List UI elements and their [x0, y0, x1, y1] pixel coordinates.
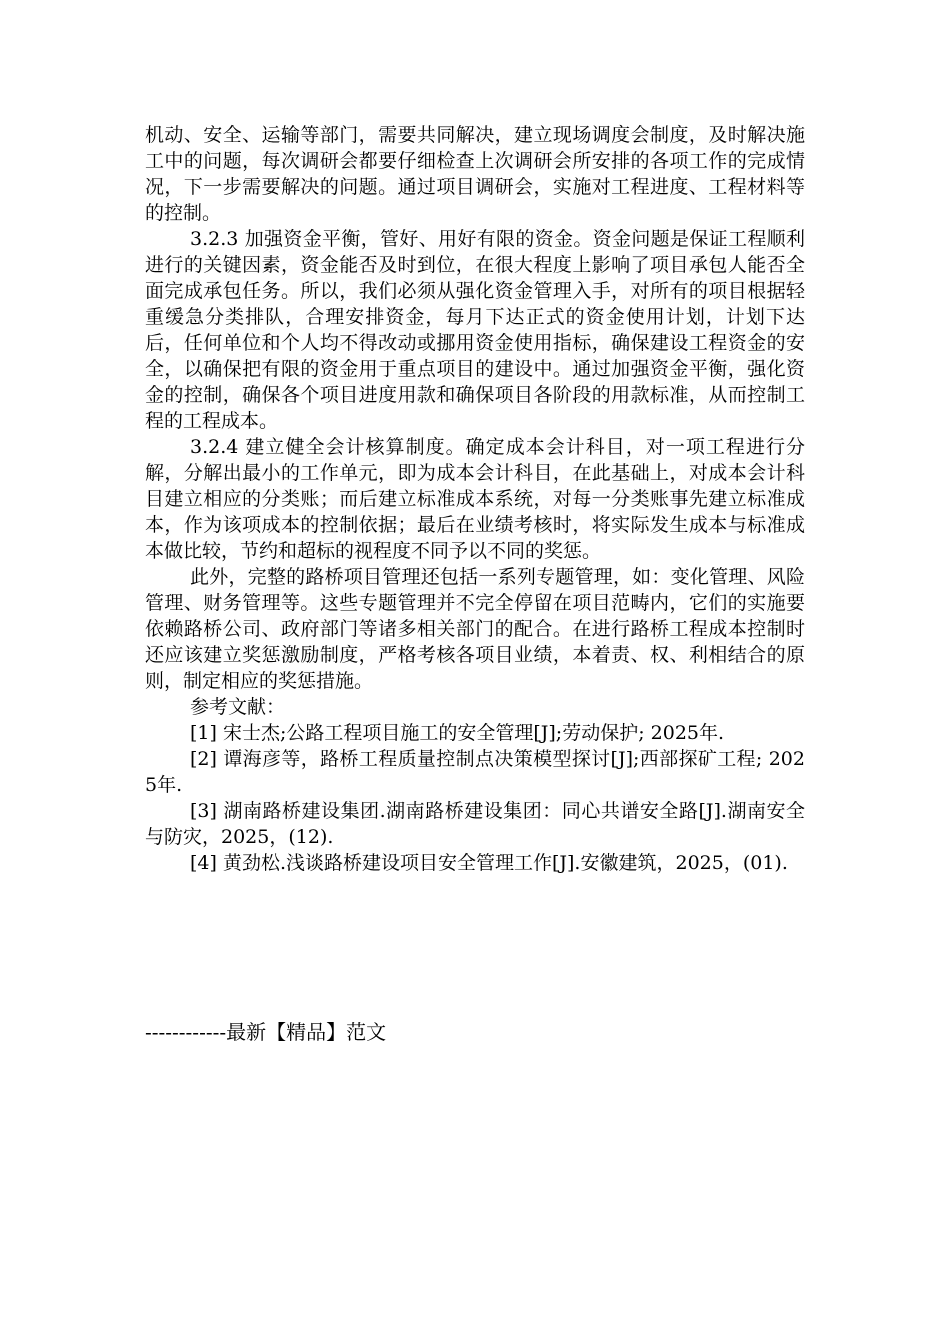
- reference-2: [2] 谭海彦等，路桥工程质量控制点决策模型探讨[J];西部探矿工程; 2025年.: [145, 748, 805, 796]
- paragraph-1: 机动、安全、运输等部门，需要共同解决，建立现场调度会制度，及时解决施工中的问题，每次调研会都要仔细检查上次调研会所安排的各项工作的完成情况，下一步需要解决的问题。通过项目调研会，实施对工程进度、工程材料等的控制。: [145, 124, 805, 224]
- reference-4: [4] 黄劲松.浅谈路桥建设项目安全管理工作[J].安徽建筑，2025，(01).: [190, 852, 788, 874]
- paragraph-3-2-4: 3.2.4 建立健全会计核算制度。确定成本会计科目，对一项工程进行分解，分解出最小的工作单元，即为成本会计科目，在此基础上，对成本会计科目建立相应的分类账；而后建立标准成本系统，对每一分类账事先建立标准成本，作为该项成本的控制依据；最后在业绩考核时，将实际发生成本与标准成本做比较，节约和超标的视程度不同予以不同的奖惩。: [145, 436, 805, 562]
- reference-3: [3] 湖南路桥建设集团.湖南路桥建设集团：同心共谱安全路[J].湖南安全与防灾，2025，(12).: [145, 800, 805, 848]
- paragraph-3-2-3: 3.2.3 加强资金平衡，管好、用好有限的资金。资金问题是保证工程顺利进行的关键因素，资金能否及时到位，在很大程度上影响了项目承包人能否全面完成承包任务。所以，我们必须从强化资金管理入手，对所有的项目根据轻重缓急分类排队，合理安排资金，每月下达正式的资金使用计划，计划下达后，任何单位和个人均不得改动或挪用资金使用指标，确保建设工程资金的安全，以确保把有限的资金用于重点项目的建设中。通过加强资金平衡，强化资金的控制，确保各个项目进度用款和确保项目各阶段的用款标准，从而控制工程的工程成本。: [145, 228, 805, 432]
- footer-banner: ------------最新【精品】范文: [145, 1020, 387, 1044]
- document-body: [145, 122, 805, 876]
- paragraph-additional: 此外，完整的路桥项目管理还包括一系列专题管理，如：变化管理、风险管理、财务管理等。这些专题管理并不完全停留在项目范畴内，它们的实施要依赖路桥公司、政府部门等诸多相关部门的配合。在进行路桥工程成本控制时还应该建立奖惩激励制度，严格考核各项目业绩，本着责、权、利相结合的原则，制定相应的奖惩措施。: [145, 566, 805, 692]
- reference-1: [1] 宋士杰;公路工程项目施工的安全管理[J];劳动保护; 2025年.: [190, 722, 725, 744]
- references-heading: 参考文献：: [190, 696, 286, 718]
